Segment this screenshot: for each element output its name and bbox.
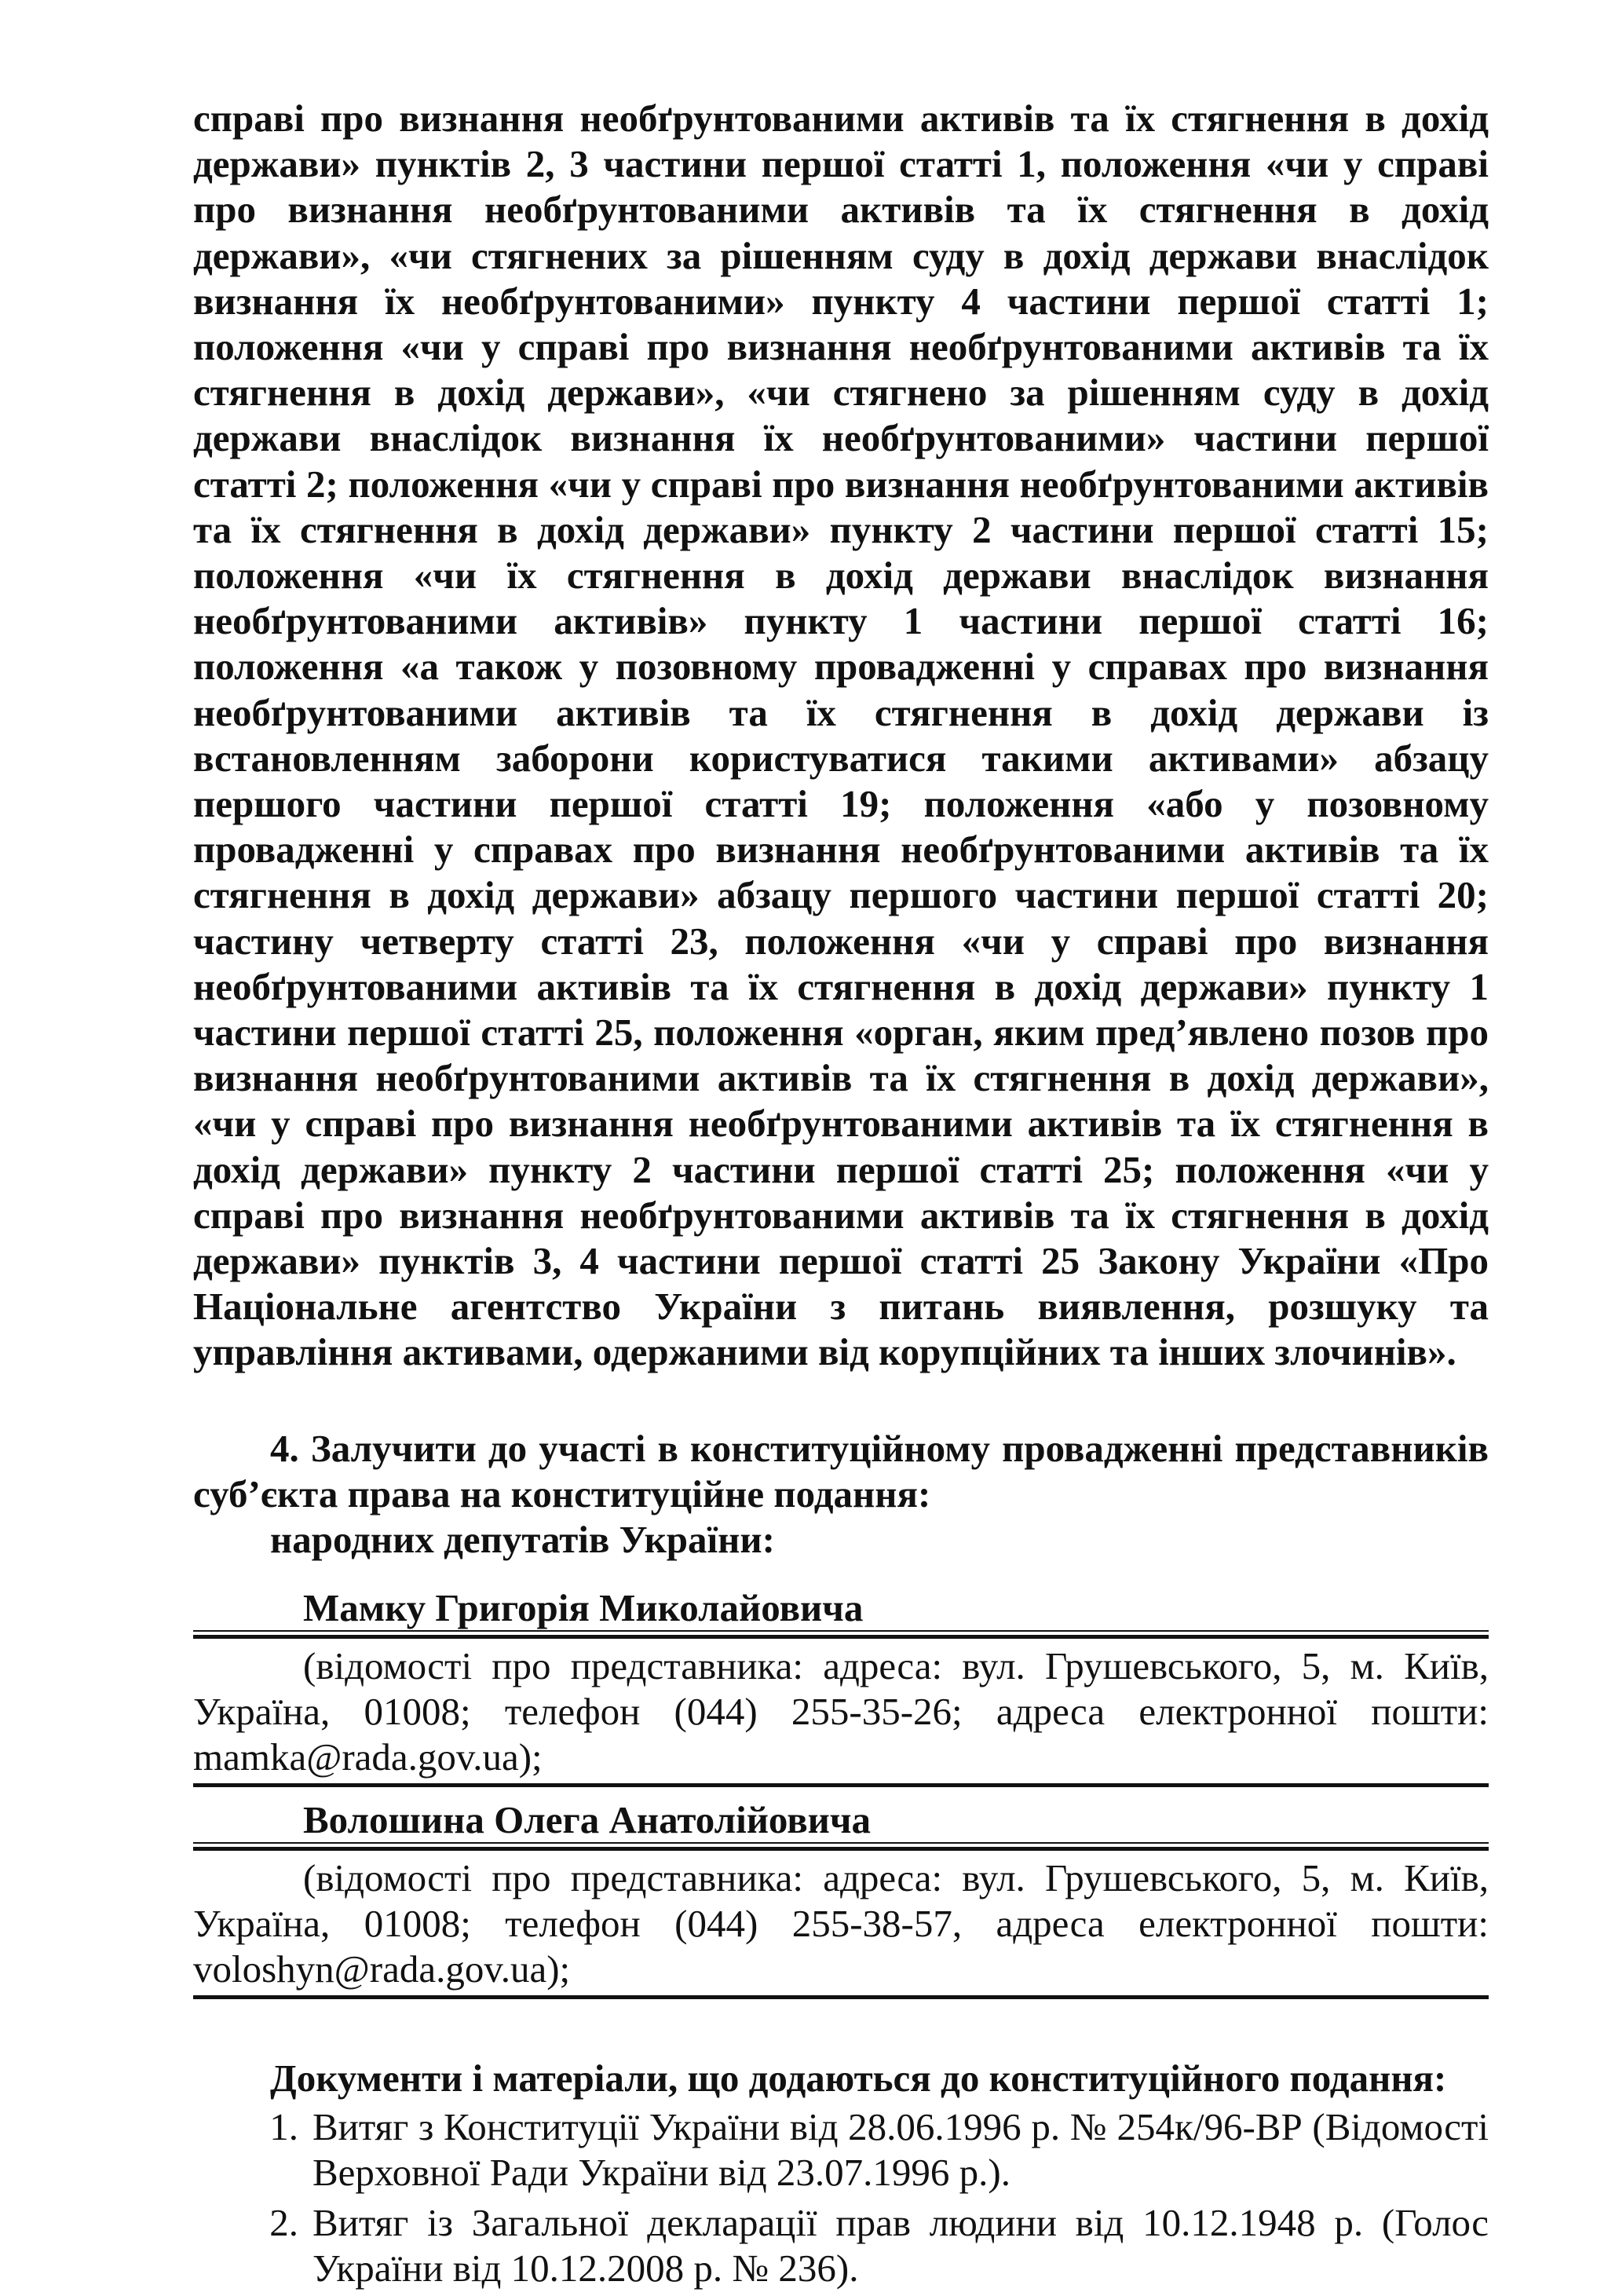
representative-name: Волошина Олега Анатолійовича (303, 1798, 872, 1842)
section-4 (193, 1426, 1489, 1563)
list-item (193, 2104, 1489, 2195)
divider-line (193, 1995, 1489, 1999)
documents-heading: Документи і матеріали, що додаються до конституційного подання: (270, 2057, 1447, 2100)
document-page (193, 96, 1489, 2296)
divider-line (193, 1630, 1489, 1632)
representative-2 (193, 1798, 1489, 1999)
representative-name: Мамку Григорія Миколайовича (303, 1586, 864, 1630)
divider-line (193, 1783, 1489, 1787)
documents-section (193, 2056, 1489, 2291)
list-item-number: 2. (269, 2201, 298, 2245)
section-4-subheading: народних депутатів України: (270, 1518, 775, 1562)
representative-info: (відомості про представника: адреса: вул. Грушевського, 5, м. Київ, Україна, 01008; телефон (044) 255-38-57, адреса електронної пошти: voloshyn@rada.gov.ua); (193, 1856, 1489, 1991)
divider-line (193, 1847, 1489, 1851)
list-item (193, 2200, 1489, 2291)
list-item-number: 1. (269, 2105, 298, 2149)
divider-line (193, 1635, 1489, 1639)
section-4-heading: 4. Залучити до участі в конституційному провадженні представників суб’єкта права на конституційне подання: (193, 1426, 1489, 1515)
list-item-text: Витяг з Конституції України від 28.06.1996 р. № 254к/96-ВР (Відомості Верховної Ради України від 23.07.1996 р.). (312, 2105, 1489, 2195)
representative-1 (193, 1586, 1489, 1787)
documents-list (193, 2104, 1489, 2291)
main-paragraph: справі про визнання необґрунтованими активів та їх стягнення в дохід держави» пунктів 2, 3 частини першої статті 1, положення «чи у справі про визнання необґрунтованими активів та їх стягнення в дохід держави», «чи стягнених за рішенням суду в дохід держави внаслідок визнання їх необґрунтованими» пункту 4 частини першої статті 1; положення «чи у справі про визнання необґрунтованими активів та їх стягнення в дохід держави», «чи стягнено за рішенням суду в дохід держави внаслідок визнання їх необґрунтованими» частини першої статті 2; положення «чи у справі про визнання необґрунтованими активів та їх стягнення в дохід держави» пункту 2 частини першої статті 15; положення «чи їх стягнення в дохід держави внаслідок визнання необґрунтованими активів» пункту 1 частини першої статті 16; положення «а також у позовному провадженні у справах про визнання необґрунтованими активів та їх стягнення в дохід держави із встановленням заборони користуватися такими активами» абзацу першого частини першої статті 19; положення «або у позовному провадженні у справах про визнання необґрунтованими активів та їх стягнення в дохід держави» абзацу першого частини першої статті 20; частину четверту статті 23, положення «чи у справі про визнання необґрунтованими активів та їх стягнення в дохід держави» пункту 1 частини першої статті 25, положення «орган, яким пред’явлено позов про визнання необґрунтованими активів та їх стягнення в дохід держави», «чи у справі про визнання необґрунтованими активів та їх стягнення в дохід держави» пункту 2 частини першої статті 25; положення «чи у справі про визнання необґрунтованими активів та їх стягнення в дохід держави» пунктів 3, 4 частини першої статті 25 Закону України «Про Національне агентство України з питань виявлення, розшуку та управління активами, одержаними від корупційних та інших злочинів». (193, 97, 1489, 1374)
divider-line (193, 1842, 1489, 1844)
list-item-text: Витяг із Загальної декларації прав людини від 10.12.1948 р. (Голос України від 10.12.2008 р. № 236). (312, 2201, 1489, 2291)
representative-info: (відомості про представника: адреса: вул. Грушевського, 5, м. Київ, Україна, 01008; телефон (044) 255-35-26; адреса електронної пошти: mamka@rada.gov.ua); (193, 1644, 1489, 1779)
